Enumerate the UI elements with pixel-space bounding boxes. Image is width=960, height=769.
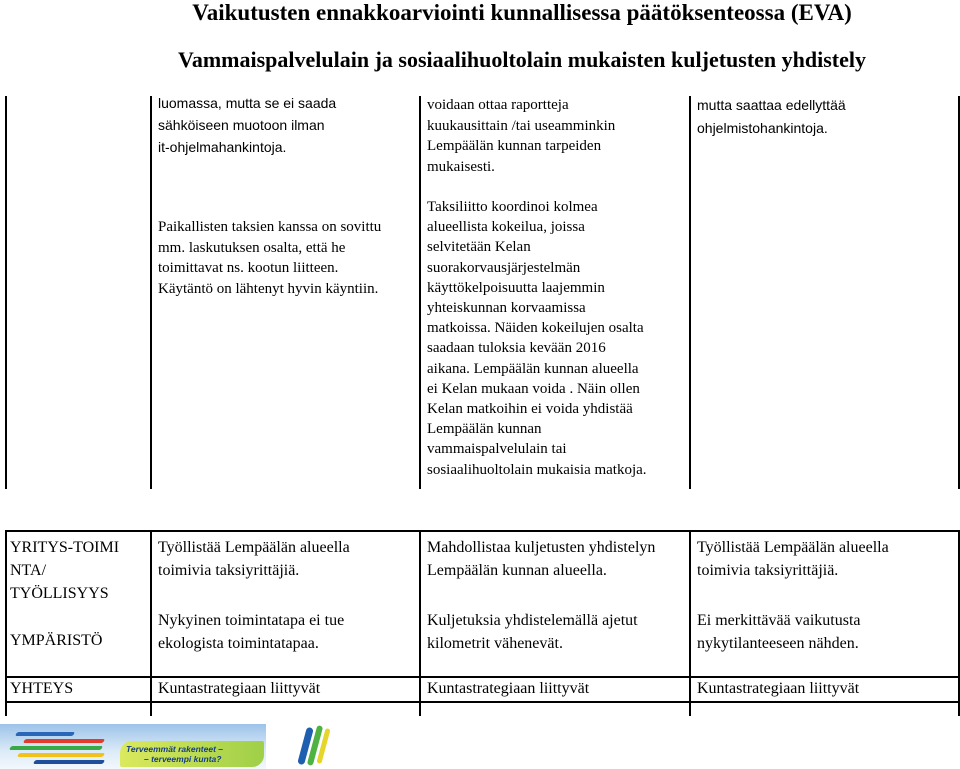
- cell-text: Nykyinen toimintatapa ei tue ekologista toimintatapaa.: [158, 611, 345, 652]
- table-border-right: [958, 96, 960, 489]
- table-border-col2: [150, 530, 152, 716]
- emblem-stripe: [23, 739, 105, 743]
- row-label: YRITYS-TOIMI NTA/ TYÖLLISYYS: [10, 538, 120, 602]
- cell-text: mutta saattaa edellyttää ohjelmistohankintoja.: [697, 97, 846, 136]
- swoosh-logo: [294, 725, 338, 768]
- cell-text: Paikallisten taksien kanssa on sovittu mm. laskutuksen osalta, että he toimittavat ns. kootun liitteen. Käytäntö on lähtenyt hyvin käyntiin.: [158, 219, 382, 298]
- slogan-line: Terveemmät rakenteet –: [126, 744, 224, 754]
- cell-text: Taksiliitto koordinoi kolmea alueellista kokeilua, joissa selvitetään Kelan suorakorvausjärjestelmän käyttökelpoisuutta laajemmin yhteiskunnan korvaamissa matkoissa. Näiden kokeilujen osalta saadaan tuloksia kevään 2016 aikana. Lempäälän kunnan alueella ei Kelan mukaan voida . Näin ollen Kelan matkoihin ei voida yhdistää Lempäälän kunnan vammaispalvelulain tai sosiaalihuoltolain mukaisia matkoja.: [427, 199, 647, 478]
- table-border-top: [5, 530, 960, 532]
- cell-text: Ei merkittävää vaikutusta nykytilanteeseen nähden.: [697, 611, 861, 652]
- footer-banner: [0, 724, 340, 769]
- cell-text: Kuntastrategiaan liittyvät: [427, 680, 590, 697]
- cell-text: Kuntastrategiaan liittyvät: [697, 680, 860, 697]
- cell-text: Työllistää Lempäälän alueella toimivia taksiyrittäjiä.: [158, 538, 350, 579]
- page-title: Vaikutusten ennakkoarviointi kunnallisessa päätöksenteossa (EVA): [192, 0, 852, 25]
- emblem-stripe: [9, 746, 103, 750]
- slogan-band-logo: [120, 741, 264, 767]
- table-border-col4: [689, 96, 691, 489]
- table-border-col3: [419, 96, 421, 489]
- table-border-left: [5, 530, 7, 716]
- row-label: YMPÄRISTÖ: [10, 631, 103, 649]
- cell-text: Kuljetuksia yhdistelemällä ajetut kilometrit vähenevät.: [427, 611, 638, 652]
- table-border-col4: [689, 530, 691, 716]
- table-border-col2: [150, 96, 152, 489]
- table-border-col3: [419, 530, 421, 716]
- cell-text: voidaan ottaa raportteja kuukausittain /tai useamminkin Lempäälän kunnan tarpeiden mukaisesti.: [427, 97, 616, 176]
- cell-text: luomassa, mutta se ei saada sähköiseen muotoon ilman it-ohjelmahankintoja.: [158, 95, 337, 155]
- emblem-stripe: [33, 760, 105, 764]
- table-border-right: [958, 530, 960, 716]
- emblem-stripe: [15, 732, 75, 736]
- table-border-left: [5, 96, 7, 489]
- cell-text: Mahdollistaa kuljetusten yhdistelyn Lempäälän kunnan alueella.: [427, 538, 656, 579]
- cell-text: Kuntastrategiaan liittyvät: [158, 680, 321, 697]
- slogan-line: – terveempi kunta?: [144, 754, 222, 764]
- colorful-emblem-logo: [4, 727, 116, 769]
- row-label: YHTEYS: [10, 680, 74, 697]
- emblem-stripe: [17, 753, 105, 757]
- table-row-border: [5, 701, 960, 703]
- page-subtitle: Vammaispalvelulain ja sosiaalihuoltolain mukaisten kuljetusten yhdistely: [177, 47, 867, 72]
- cell-text: Työllistää Lempäälän alueella toimivia taksiyrittäjiä.: [697, 538, 889, 579]
